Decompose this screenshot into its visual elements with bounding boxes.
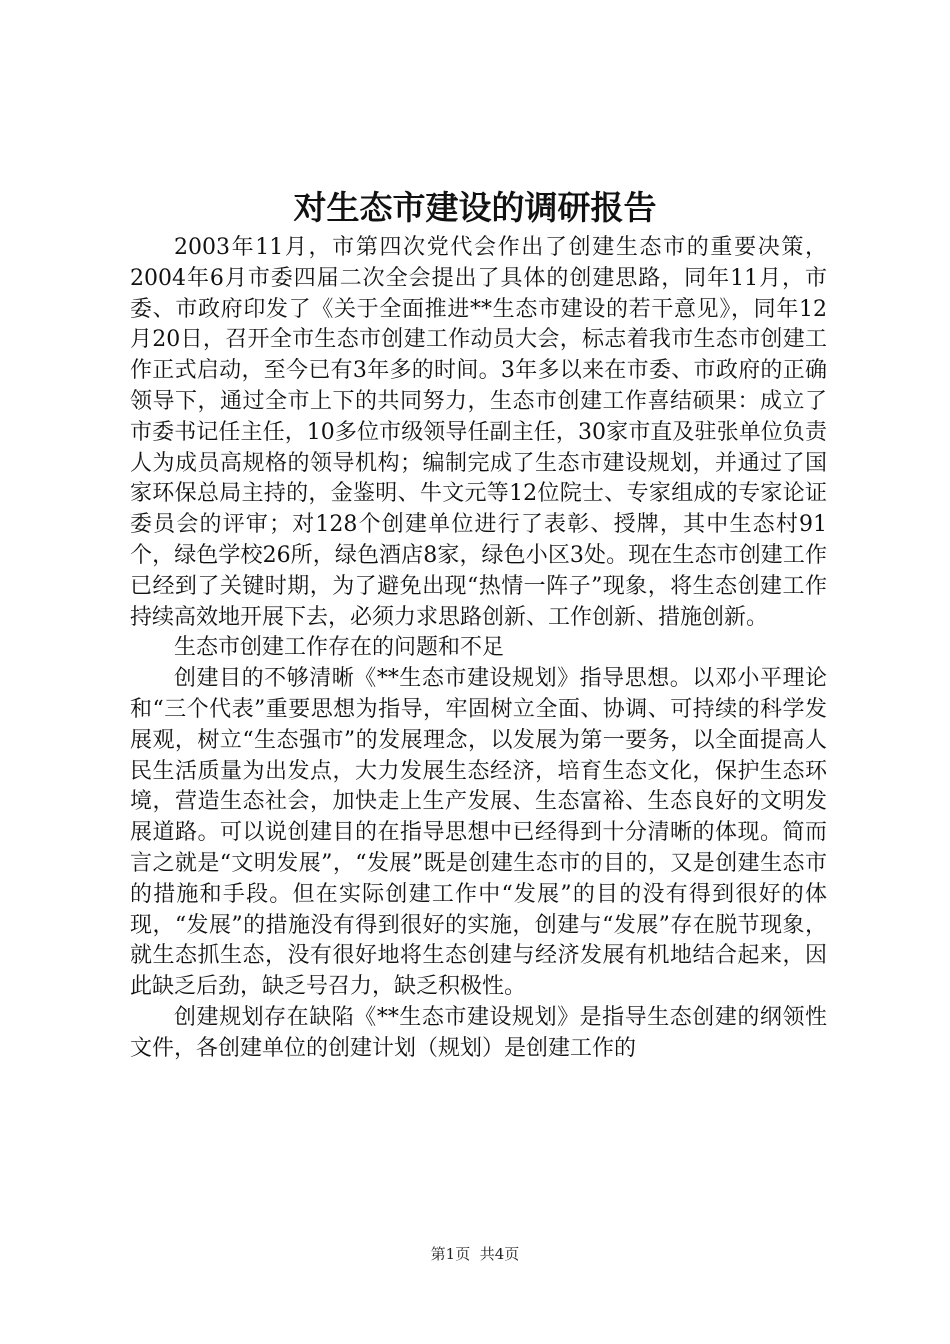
page-total: 共4页 (479, 1245, 520, 1263)
paragraph-goal-unclear: 创建目的不够清晰《**生态市建设规划》指导思想。以邓小平理论和“三个代表”重要思想为指导，牢固树立全面、协调、可持续的科学发展观，树立“生态强市”的发展理念，以发展为第一要务，以全面提高人民生活质量为出发点，大力发展生态经济，培育生态文化，保护生态环境，营造生态社会，加快走上生产发展、生态富裕、生态良好的文明发展道路。可以说创建目的在指导思想中已经得到十分清晰的体现。简而言之就是“文明发展”，“发展”既是创建生态市的目的，又是创建生态市的措施和手段。但在实际创建工作中“发展”的目的没有得到很好的体现，“发展”的措施没有得到很好的实施，创建与“发展”存在脱节现象，就生态抓生态，没有很好地将生态创建与经济发展有机地结合起来，因此缺乏后劲，缺乏号召力，缺乏积极性。 (130, 666, 827, 1000)
paragraph-intro: 2003年11月，市第四次党代会作出了创建生态市的重要决策，2004年6月市委四届二次全会提出了具体的创建思路，同年11月，市委、市政府印发了《关于全面推进**生态市建设的若干意见》，同年12月20日，召开全市生态市创建工作动员大会，标志着我市生态市创建工作正式启动，至今已有3年多的时间。3年多以来在市委、市政府的正确领导下，通过全市上下的共同努力，生态市创建工作喜结硕果：成立了市委书记任主任，10多位市级领导任副主任，30家市直及驻张单位负责人为成员高规格的领导机构；编制完成了生态市建设规划，并通过了国家环保总局主持的，金鉴明、牛文元等12位院士、专家组成的专家论证委员会的评审；对128个创建单位进行了表彰、授牌，其中生态村91个，绿色学校26所，绿色酒店8家，绿色小区3处。现在生态市创建工作已经到了关键时期，为了避免出现“热情一阵子”现象，将生态创建工作持续高效地开展下去，必须力求思路创新、工作创新、措施创新。 (130, 235, 827, 630)
document-title: 对生态市建设的调研报告 (293, 188, 657, 227)
paragraph-plan-defects: 创建规划存在缺陷《**生态市建设规划》是指导生态创建的纲领性文件，各创建单位的创建计划（规划）是创建工作的 (130, 1004, 827, 1061)
section-heading-problems: 生态市创建工作存在的问题和不足 (174, 635, 505, 661)
page-footer (0, 1243, 950, 1264)
document-body (130, 233, 827, 1065)
page-number: 第1页 (430, 1245, 471, 1263)
